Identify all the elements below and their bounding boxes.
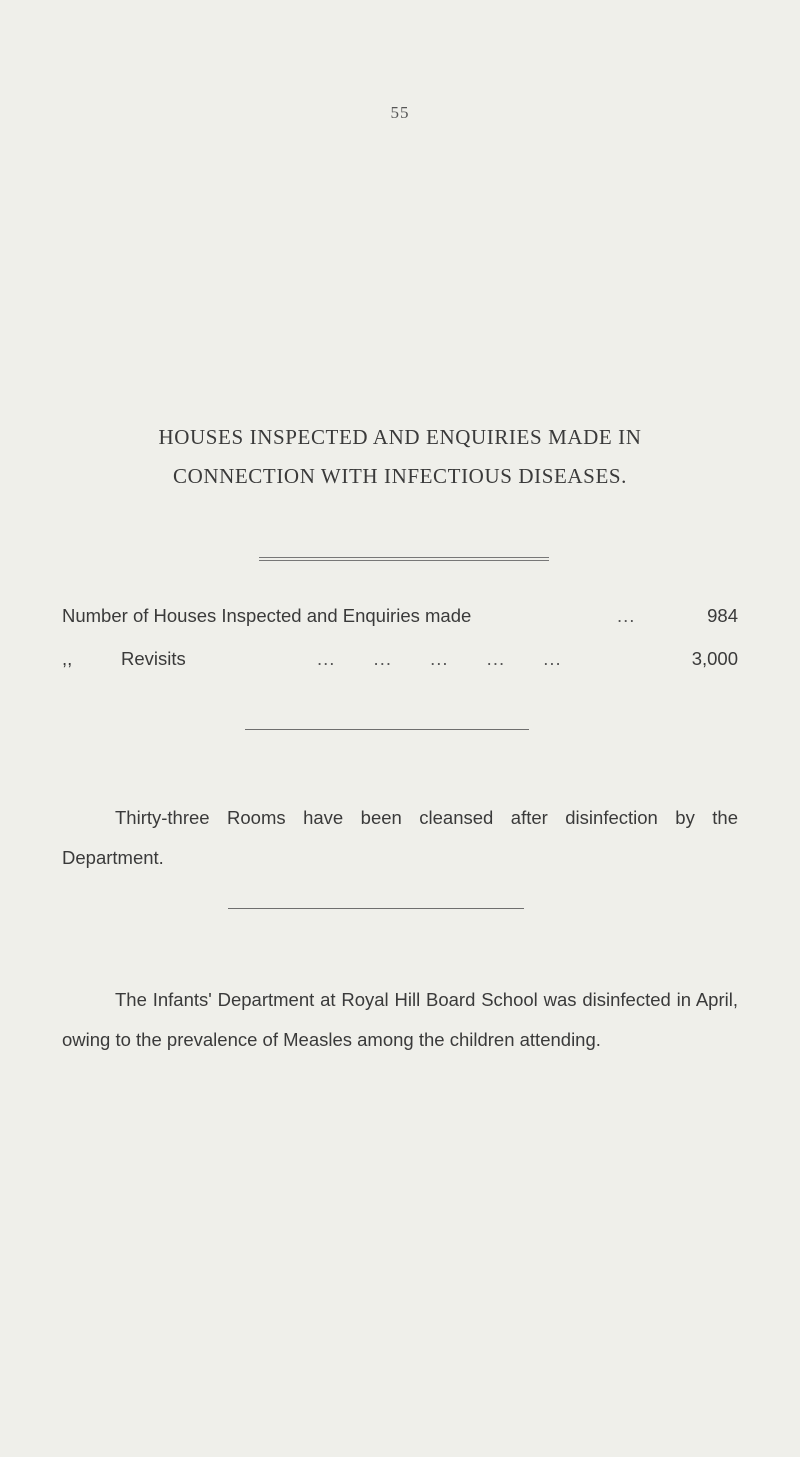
stat-label: Revisits xyxy=(121,648,186,669)
stat-value: 984 xyxy=(707,605,738,626)
rooms-cleansed-paragraph: Thirty-three Rooms have been cleansed after disinfection by the Department. xyxy=(62,806,738,868)
divider xyxy=(228,908,524,909)
school-disinfection-paragraph: The Infants' Department at Royal Hill Board School was disinfected in April, owing to the prevalence of Measles among the children attending. xyxy=(62,988,738,1050)
ditto-mark: ,, xyxy=(62,648,73,669)
stat-value: 3,000 xyxy=(691,648,738,669)
dot-leaders: ... ... ... ... ... xyxy=(317,648,562,669)
section-heading xyxy=(40,418,760,496)
dot-leaders: ... xyxy=(617,605,636,626)
stat-row-revisits xyxy=(62,648,738,676)
stat-row-houses-inspected xyxy=(62,605,738,633)
heading-line-2: CONNECTION WITH INFECTIOUS DISEASES. xyxy=(172,464,628,488)
page-number: 55 xyxy=(390,103,410,122)
heading-line-1: HOUSES INSPECTED AND ENQUIRIES MADE IN xyxy=(158,425,642,449)
stat-label: Number of Houses Inspected and Enquiries made xyxy=(62,605,472,626)
double-divider xyxy=(259,557,549,561)
divider xyxy=(245,729,529,730)
